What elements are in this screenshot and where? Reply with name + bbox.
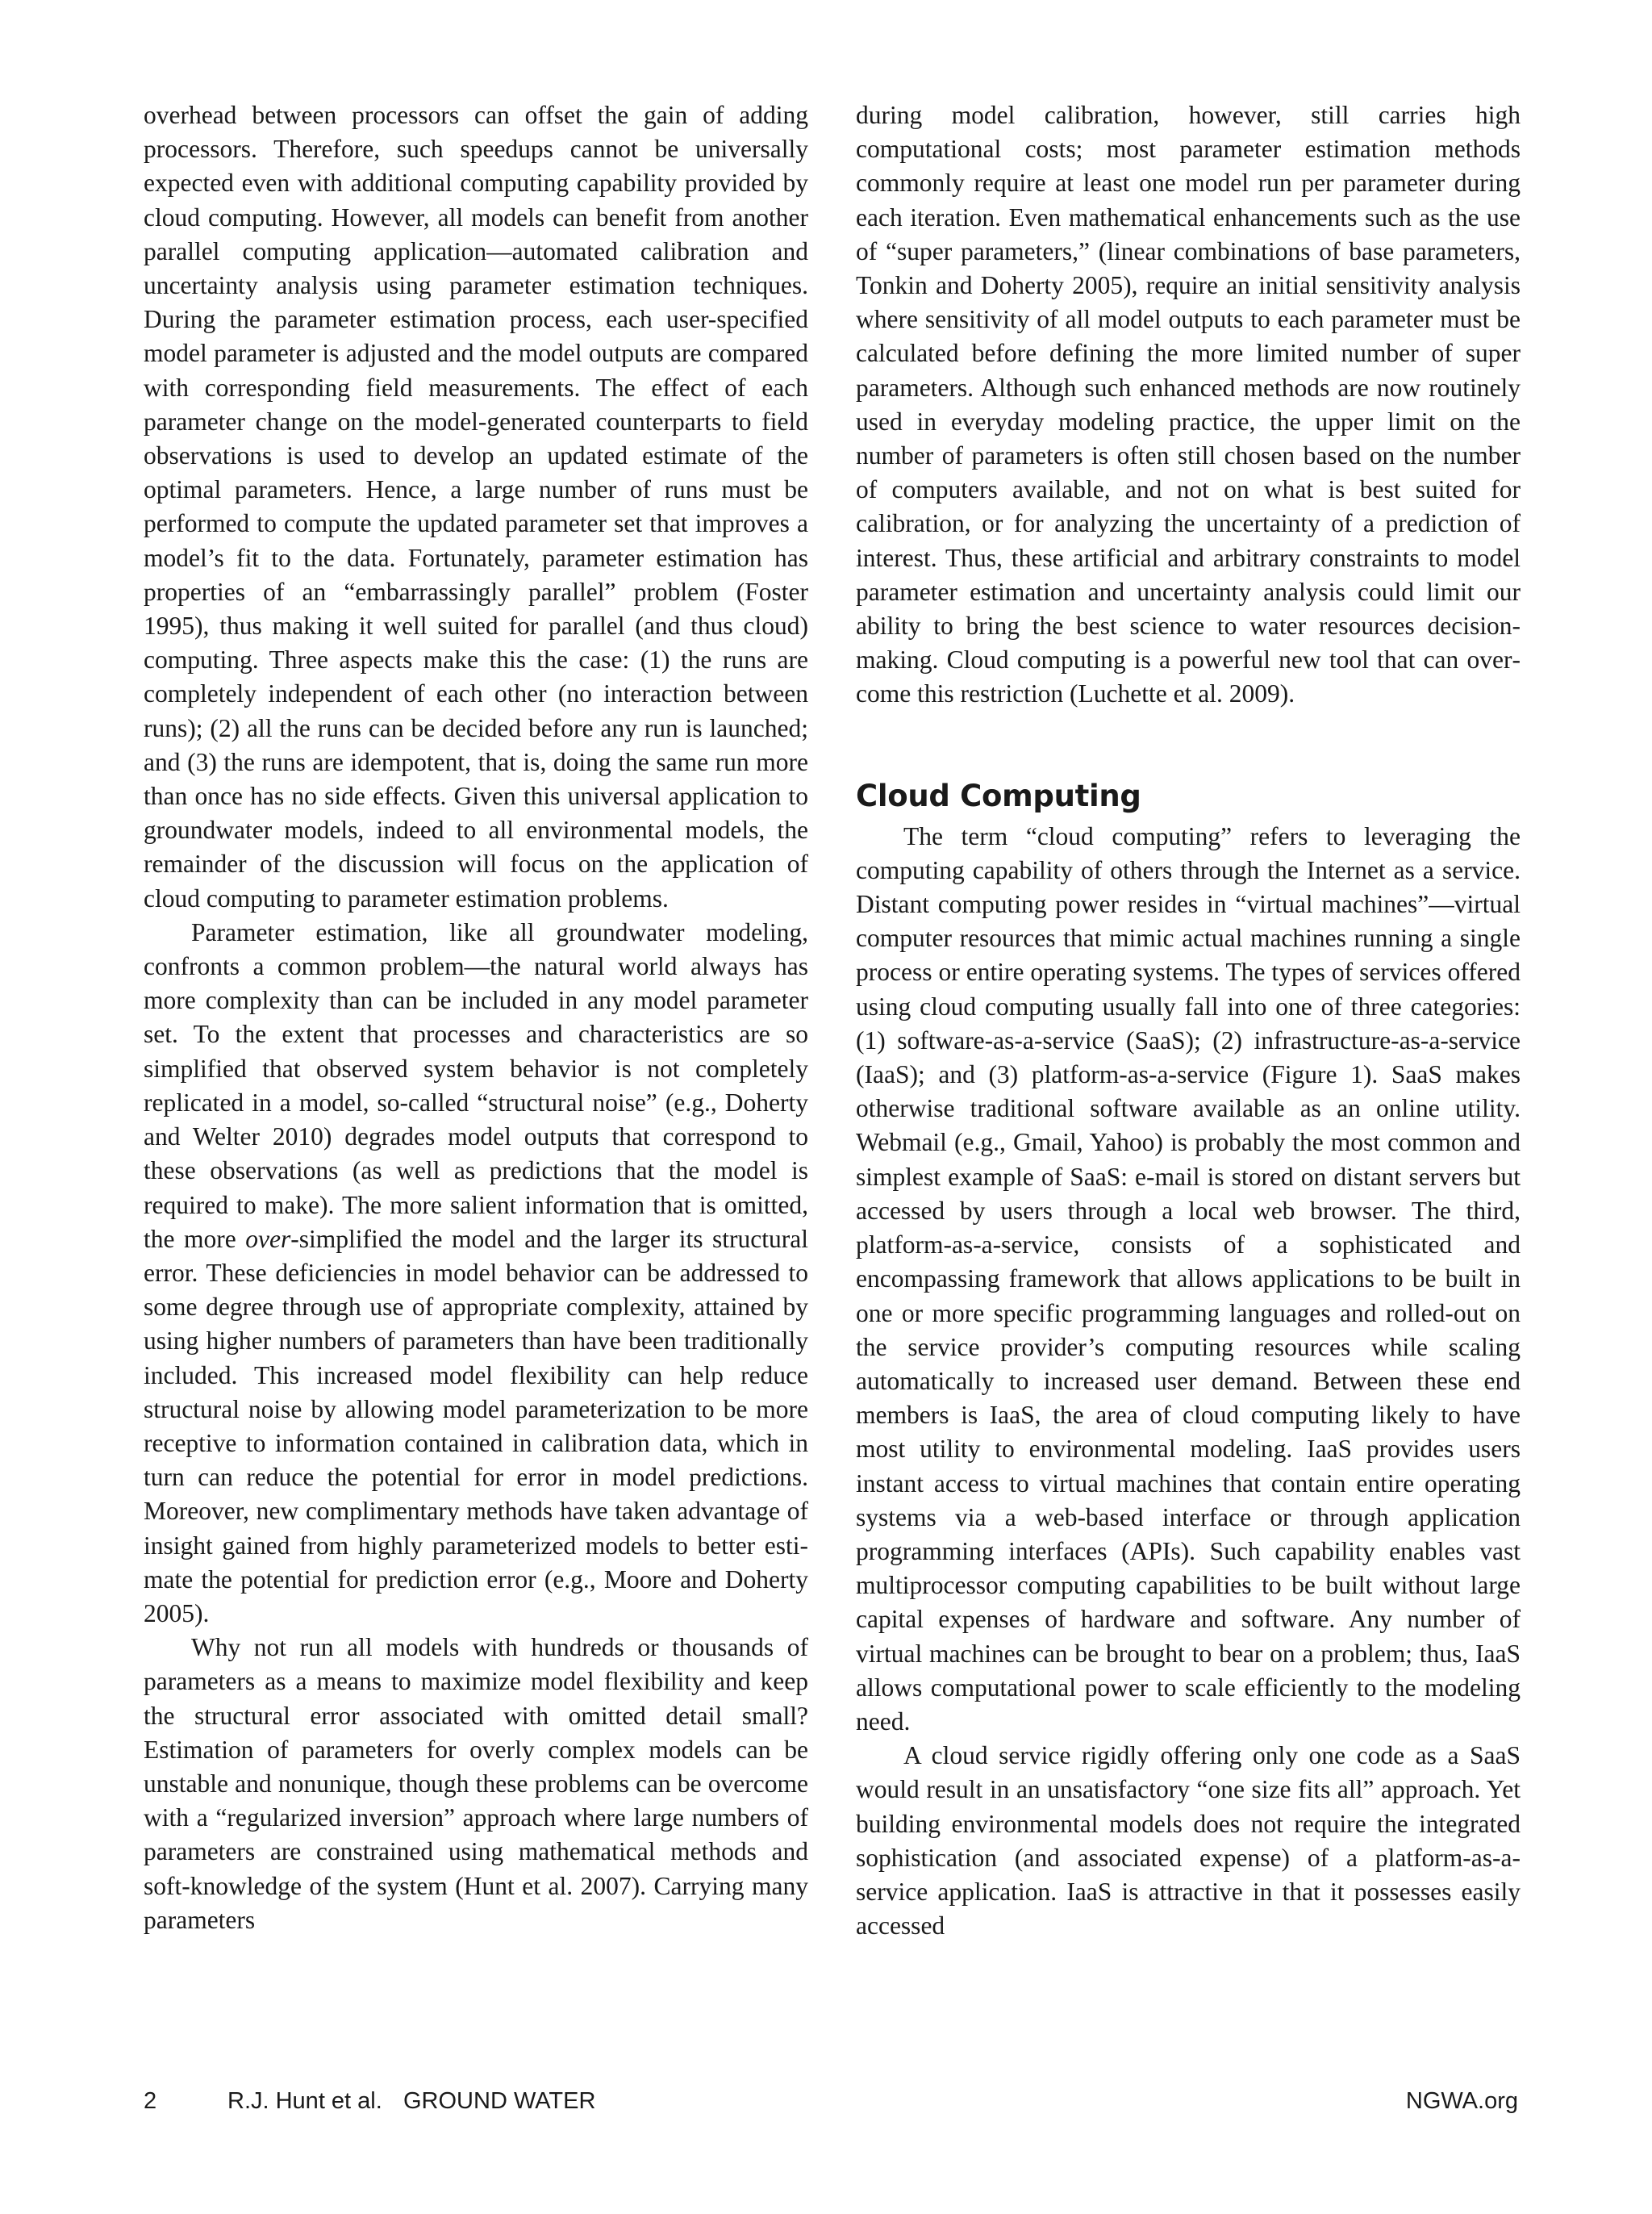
paragraph-text: Parameter estimation, like all groundwater modeling, confronts a common problem—the natural world always has more complexity than can be included in any model parameter set. To the extent that processes and characteristics are so simplified that observed system behavior is not completely replicated in a model, so-called “structural noise” (e.g., Doherty and Welter 2010) degrades model outputs that correspond to these observations (as well as predictions that the model is required to make). The more salient information that is omitted, the more: [144, 917, 808, 1253]
paragraph-calibration-costs: during model calibration, however, still carries high computational costs; most parameter estimation methods commonly require at least one model run per parameter during each iteration. Even mathematical enhancements such as the use of “super parameters,” (linear combinations of base parameters, Tonkin and Doherty 2005), require an initial sensitivity analysis where sensitivity of all model outputs to each parameter must be calculated before defining the more limited number of super parameters. Although such enhanced methods are now routinely used in everyday modeling practice, the upper limit on the number of parameters is often still chosen based on the number of computers available, and not on what is best suited for calibration, or for analyzing the uncertainty of a prediction of interest. Thus, these artificial and arbitrary constraints to model parameter estimation and uncertainty analysis could limit our ability to bring the best science to water resources decision-making. Cloud computing is a powerful new tool that can overcome this restriction (Luchette et al. 2009).: [856, 101, 1521, 708]
paragraph-parameter-estimation: [144, 916, 808, 1631]
left-column: [144, 98, 808, 1937]
journal-name: GROUND WATER: [403, 2088, 596, 2114]
paragraph-why-not-run: Why not run all models with hundreds or thousands of parameters as a means to maximize model flexibility and keep the structural error associated with omitted detail small? Estimation of parameters for overly complex models can be unstable and nonunique, though these problems can be overcome with a “regularized inversion” approach where large numbers of parameters are constrained using mathematical methods and soft-knowledge of the system (Hunt et al. 2007). Carrying many parameters: [144, 1633, 808, 1934]
paragraph-saas-limits: A cloud service rigidly offering only one code as a SaaS would result in an unsatisfactory “one size fits all” approach. Yet building environmental models does not require the integrated sophistication (and associated expense) of a platform-as-a-service application. IaaS is attractive in that it possesses easily accessed: [856, 1741, 1521, 1940]
paragraph-cloud-definition: The term “cloud computing” refers to leveraging the computing capability of others through the Internet as a service. Distant computing power resides in “virtual machines”—virtual computer resources that mimic actual machines running a single process or entire operating systems. The types of services offered using cloud computing usually fall into one of three categories: (1) software-as-a-service (SaaS); (2) infrastructure-as-a-service (IaaS); and (3) platform-as-a-service (Figure 1). SaaS makes otherwise traditional software available as an online utility. Webmail (e.g., Gmail, Yahoo) is probably the most common and simplest example of SaaS: e-mail is stored on distant servers but accessed by users through a local web browser. The third, platform-as-a-service, consists of a sophisticated and encompassing framework that allows applications to be built in one or more specific programming languages and rolled-out on the service provider’s computing resources while scaling automatically to increased user demand. Between these end members is IaaS, the area of cloud computing likely to have most utility to environmental modeling. IaaS provides users instant access to virtual machines that contain entire operating systems via a web-based interface or through application programming interfaces (APIs). Such capability enables vast multiprocessor computing capabilities to be built without large capital expenses of hardware and software. Any number of virtual machines can be brought to bear on a problem; thus, IaaS allows computational power to scale efficiently to the modeling need.: [856, 821, 1521, 1736]
emphasis-over: over: [245, 1224, 291, 1253]
right-column: [856, 98, 1521, 1943]
section-heading-cloud-computing: Cloud Computing: [856, 778, 1141, 813]
running-author: R.J. Hunt et al.: [227, 2088, 382, 2114]
paragraph-parallel-computing: overhead between processors can offset the gain of adding processors. Therefore, such speedups cannot be universally expected even with additional computing capability provided by cloud computing. However, all models can benefit from another parallel computing application—automated calibration and uncertainty analysis using parameter estimation techniques. During the parameter estimation process, each user-specified model parameter is adjusted and the model outputs are compared with corresponding field measurements. The effect of each parameter change on the model-generated counterparts to field observations is used to develop an updated estimate of the optimal parameters. Hence, a large number of runs must be performed to compute the updated parameter set that improves a model’s fit to the data. Fortunately, parameter estimation has properties of an “embarrassingly parallel” problem (Foster 1995), thus making it well suited for parallel (and thus cloud) computing. Three aspects make this the case: (1) the runs are completely independent of each other (no interaction between runs); (2) all the runs can be decided before any run is launched; and (3) the runs are idempotent, that is, doing the same run more than once has no side effects. Given this universal application to groundwater models, indeed to all environmental models, the remainder of the discussion will focus on the application of cloud computing to parameter estimation problems.: [144, 101, 808, 913]
page-number: 2: [144, 2088, 157, 2114]
paragraph-text: -simplified the model and the larger its structural error. These deficiencies in model behavior can be addressed to some degree through use of appropriate complexity, attained by using higher numbers of parameters than have been traditionally included. This increased model flexibility can help reduce structural noise by allowing model parameterization to be more receptive to information contained in calibration data, which in turn can reduce the potential for error in model predictions. Moreover, new complimentary methods have taken advantage of insight gained from highly parameterized models to better estimate the potential for prediction error (e.g., Moore and Doherty 2005).: [144, 1224, 808, 1627]
publisher-site: NGWA.org: [1405, 2088, 1518, 2114]
